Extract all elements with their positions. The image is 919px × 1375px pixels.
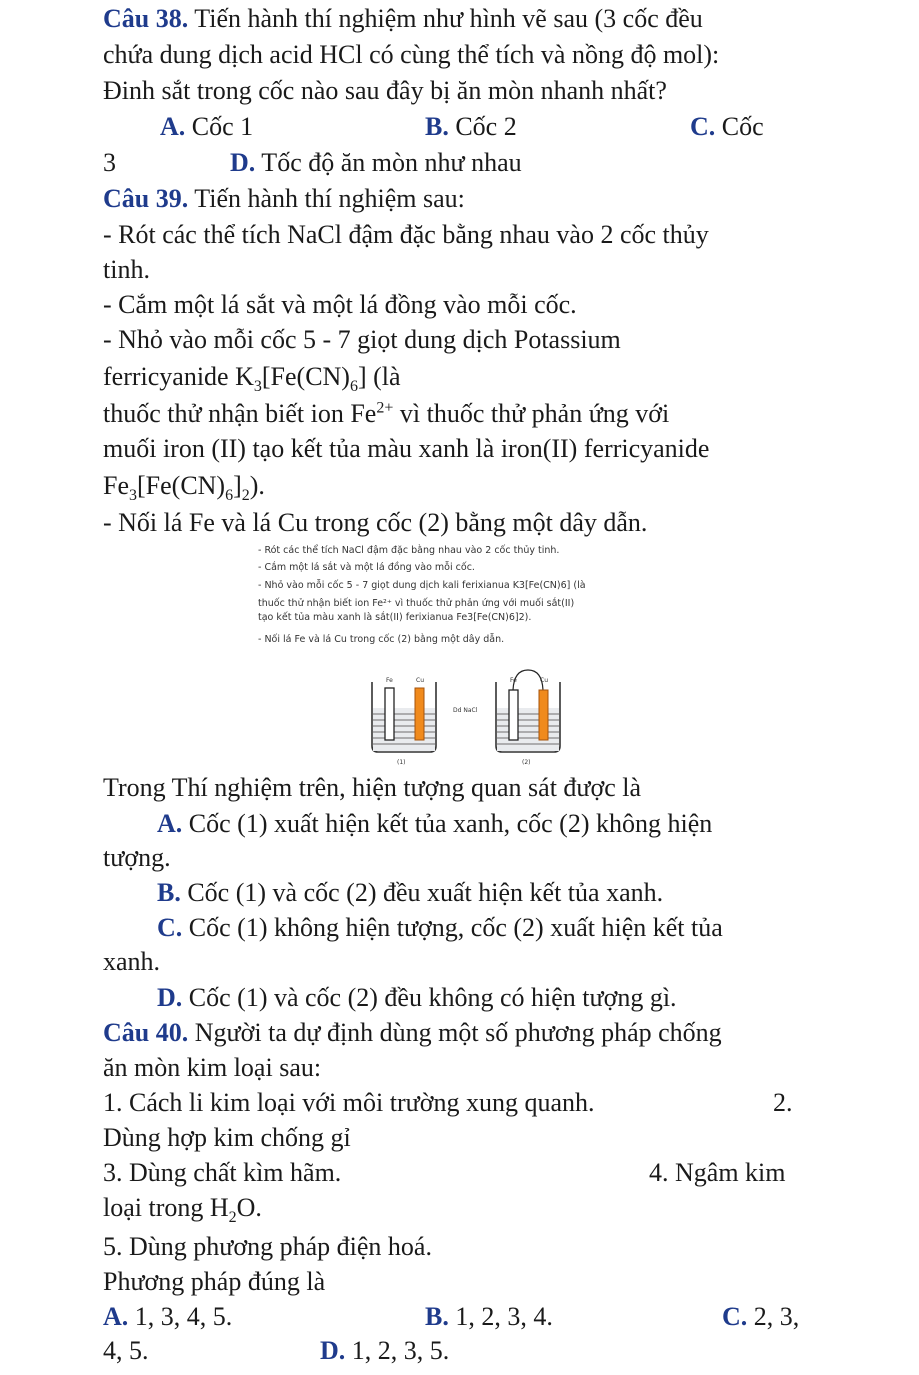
formula-h2o-h: H	[209, 1193, 229, 1222]
q40-stem-1: Người ta dự định dùng một số phương pháp chống	[188, 1018, 722, 1047]
q38-line-1	[103, 2, 703, 36]
q38-stem-1: Tiến hành thí nghiệm như hình vẽ sau (3 cốc đều	[188, 4, 703, 33]
q39-option-d	[157, 981, 677, 1015]
q39-step3-c	[103, 397, 669, 431]
nacl-label: Dd NaCl	[453, 707, 478, 714]
formula-fe2: Fe	[350, 399, 377, 428]
q38-option-a-letter: A.	[160, 112, 186, 141]
figure-caption-5: tạo kết tủa màu xanh là sắt(II) ferixianua Fe3[Fe(CN)6]2).	[258, 612, 532, 623]
figure-caption-6: - Nối lá Fe và lá Cu trong cốc (2) bằng một dây dẫn.	[258, 634, 505, 645]
q40-method-2-text: Dùng hợp kim chống gỉ	[103, 1123, 351, 1152]
q38-option-c-letter: C.	[690, 112, 716, 141]
beaker-2-fe-label: Fe	[510, 677, 517, 684]
formula-fe3-sub: 3	[129, 487, 137, 505]
beaker-1-fe-label: Fe	[386, 677, 393, 684]
figure-caption-4: thuốc thử nhận biết ion Fe²⁺ vì thuốc thử phản ứng với muối sắt(II)	[258, 598, 575, 609]
formula-fe3-mid: [Fe(CN)	[137, 471, 226, 500]
beaker-2-cu-strip	[539, 690, 548, 740]
q39-option-c-1	[157, 911, 723, 945]
beaker-1-fe-strip	[385, 688, 394, 740]
q39-step1-a: - Rót các thể tích NaCl đậm đặc bằng nhau vào 2 cốc thủy	[103, 220, 709, 249]
experiment-figure	[360, 668, 580, 766]
q38-option-d	[230, 146, 522, 180]
q38-option-a	[160, 110, 253, 144]
beaker-1-cu-label: Cu	[416, 677, 424, 684]
q39-step2: - Cắm một lá sắt và một lá đồng vào mỗi cốc.	[103, 290, 577, 319]
q40-method-2-number: 2.	[773, 1088, 793, 1117]
q38-stem-3: Đinh sắt trong cốc nào sau đây bị ăn mòn nhanh nhất?	[103, 76, 667, 105]
q39-step3-b-text: ferricyanide	[103, 362, 236, 391]
q40-option-b-letter: B.	[425, 1302, 449, 1331]
beaker-1	[372, 677, 436, 766]
q38-number: Câu 38.	[103, 4, 189, 33]
q40-method-1: 1. Cách li kim loại với môi trường xung quanh.	[103, 1088, 595, 1117]
beaker-1-number: (1)	[397, 759, 406, 766]
q39-option-c-text: Cốc (1) không hiện tượng, cốc (2) xuất hiện kết tủa	[182, 913, 723, 942]
q39-question: Trong Thí nghiệm trên, hiện tượng quan sát được là	[103, 773, 642, 802]
q39-option-c-letter: C.	[157, 913, 183, 942]
q39-step3-c1: thuốc thử nhận biết ion	[103, 399, 351, 428]
q40-line-1	[103, 1016, 722, 1050]
q40-ask: Phương pháp đúng là	[103, 1267, 326, 1296]
formula-fe3-six: 6	[225, 487, 234, 505]
q38-option-c	[690, 110, 764, 144]
q39-step1-b: tinh.	[103, 255, 150, 284]
q40-option-d	[320, 1334, 449, 1368]
q39-option-a-letter: A.	[157, 809, 183, 838]
q40-option-b	[425, 1300, 553, 1334]
q39-option-b-text: Cốc (1) và cốc (2) đều xuất hiện kết tủa xanh.	[180, 878, 664, 907]
q38-option-c-wrap: 3	[103, 148, 116, 177]
formula-fe3-close: ]	[233, 471, 242, 500]
q38-option-b-letter: B.	[425, 112, 449, 141]
q39-option-b-letter: B.	[157, 878, 181, 907]
q38-option-b	[425, 110, 517, 144]
q39-option-b	[157, 876, 663, 910]
beaker-2-number: (2)	[522, 759, 531, 766]
q40-option-c-1	[722, 1300, 799, 1334]
q40-number: Câu 40.	[103, 1018, 189, 1047]
formula-h2o-sub: 2	[228, 1209, 237, 1227]
figure-caption-1: - Rót các thể tích NaCl đậm đặc bằng nhau vào 2 cốc thủy tinh.	[258, 545, 560, 556]
connecting-wire	[513, 670, 543, 690]
formula-close: ] (là	[357, 362, 401, 391]
q39-number: Câu 39.	[103, 184, 189, 213]
q40-option-b-text: 1, 2, 3, 4.	[448, 1302, 553, 1331]
formula-fecn: [Fe(CN)	[261, 362, 350, 391]
formula-fe2-sup: 2+	[376, 399, 394, 417]
q39-title: Tiến hành thí nghiệm sau:	[188, 184, 465, 213]
q40-stem-2: ăn mòn kim loại sau:	[103, 1053, 322, 1082]
q39-option-a-2: tượng.	[103, 843, 171, 872]
q39-step4: - Nối lá Fe và lá Cu trong cốc (2) bằng một dây dẫn.	[103, 508, 648, 537]
q40-option-a-letter: A.	[103, 1302, 129, 1331]
q40-method-5: 5. Dùng phương pháp điện hoá.	[103, 1232, 432, 1261]
q40-method-4-b-text: loại trong	[103, 1193, 210, 1222]
q38-option-a-text: Cốc 1	[185, 112, 254, 141]
q39-option-a-text: Cốc (1) xuất hiện kết tủa xanh, cốc (2) không hiện	[182, 809, 713, 838]
q40-method-4-a: 4. Ngâm kim	[649, 1158, 786, 1187]
q39-step3-e	[103, 469, 265, 503]
q39-option-c-2: xanh.	[103, 947, 161, 976]
q39-option-d-letter: D.	[157, 983, 183, 1012]
beaker-2	[496, 670, 560, 766]
q40-option-a-text: 1, 3, 4, 5.	[128, 1302, 233, 1331]
q40-method-4-b	[103, 1191, 262, 1225]
q39-step3-a: - Nhỏ vào mỗi cốc 5 - 7 giọt dung dịch Potassium	[103, 325, 621, 354]
formula-h2o-o: O.	[236, 1193, 262, 1222]
formula-k3-sub: 3	[253, 378, 262, 396]
q38-option-d-text: Tốc độ ăn mòn như nhau	[255, 148, 522, 177]
q39-step3-c2: vì thuốc thử phản ứng với	[393, 399, 670, 428]
q38-option-c-text: Cốc	[715, 112, 764, 141]
q38-stem-2: chứa dung dịch acid HCl có cùng thể tích và nồng độ mol):	[103, 40, 720, 69]
q39-option-d-text: Cốc (1) và cốc (2) đều không có hiện tượng gì.	[182, 983, 677, 1012]
q39-line-1	[103, 182, 465, 216]
figure-caption-2: - Cắm một lá sắt và một lá đồng vào mỗi cốc.	[258, 562, 475, 573]
q40-option-c-letter: C.	[722, 1302, 748, 1331]
figure-caption-3: - Nhỏ vào mỗi cốc 5 - 7 giọt dung dịch kali ferixianua K3[Fe(CN)6] (là	[258, 580, 586, 591]
beaker-2-cu-label: Cu	[540, 677, 548, 684]
q40-method-3: 3. Dùng chất kìm hãm.	[103, 1158, 342, 1187]
formula-fe3: Fe	[103, 471, 129, 500]
beaker-1-cu-strip	[415, 688, 424, 740]
formula-fe3-end: ).	[249, 471, 265, 500]
beaker-2-fe-strip	[509, 690, 518, 740]
formula-k3-k: K	[235, 362, 254, 391]
q39-step3-b	[103, 360, 401, 394]
q38-option-d-letter: D.	[230, 148, 256, 177]
q40-option-d-letter: D.	[320, 1336, 346, 1365]
q39-option-a-1	[157, 807, 712, 841]
q39-step3-d: muối iron (II) tạo kết tủa màu xanh là iron(II) ferricyanide	[103, 434, 710, 463]
q40-option-c-2: 4, 5.	[103, 1336, 149, 1365]
q38-option-b-text: Cốc 2	[448, 112, 517, 141]
formula-fe3-two: 2	[241, 487, 250, 505]
q40-option-a	[103, 1300, 232, 1334]
formula-fecn-sub: 6	[349, 378, 358, 396]
q40-option-c-text: 2, 3,	[747, 1302, 800, 1331]
q40-option-d-text: 1, 2, 3, 5.	[345, 1336, 450, 1365]
